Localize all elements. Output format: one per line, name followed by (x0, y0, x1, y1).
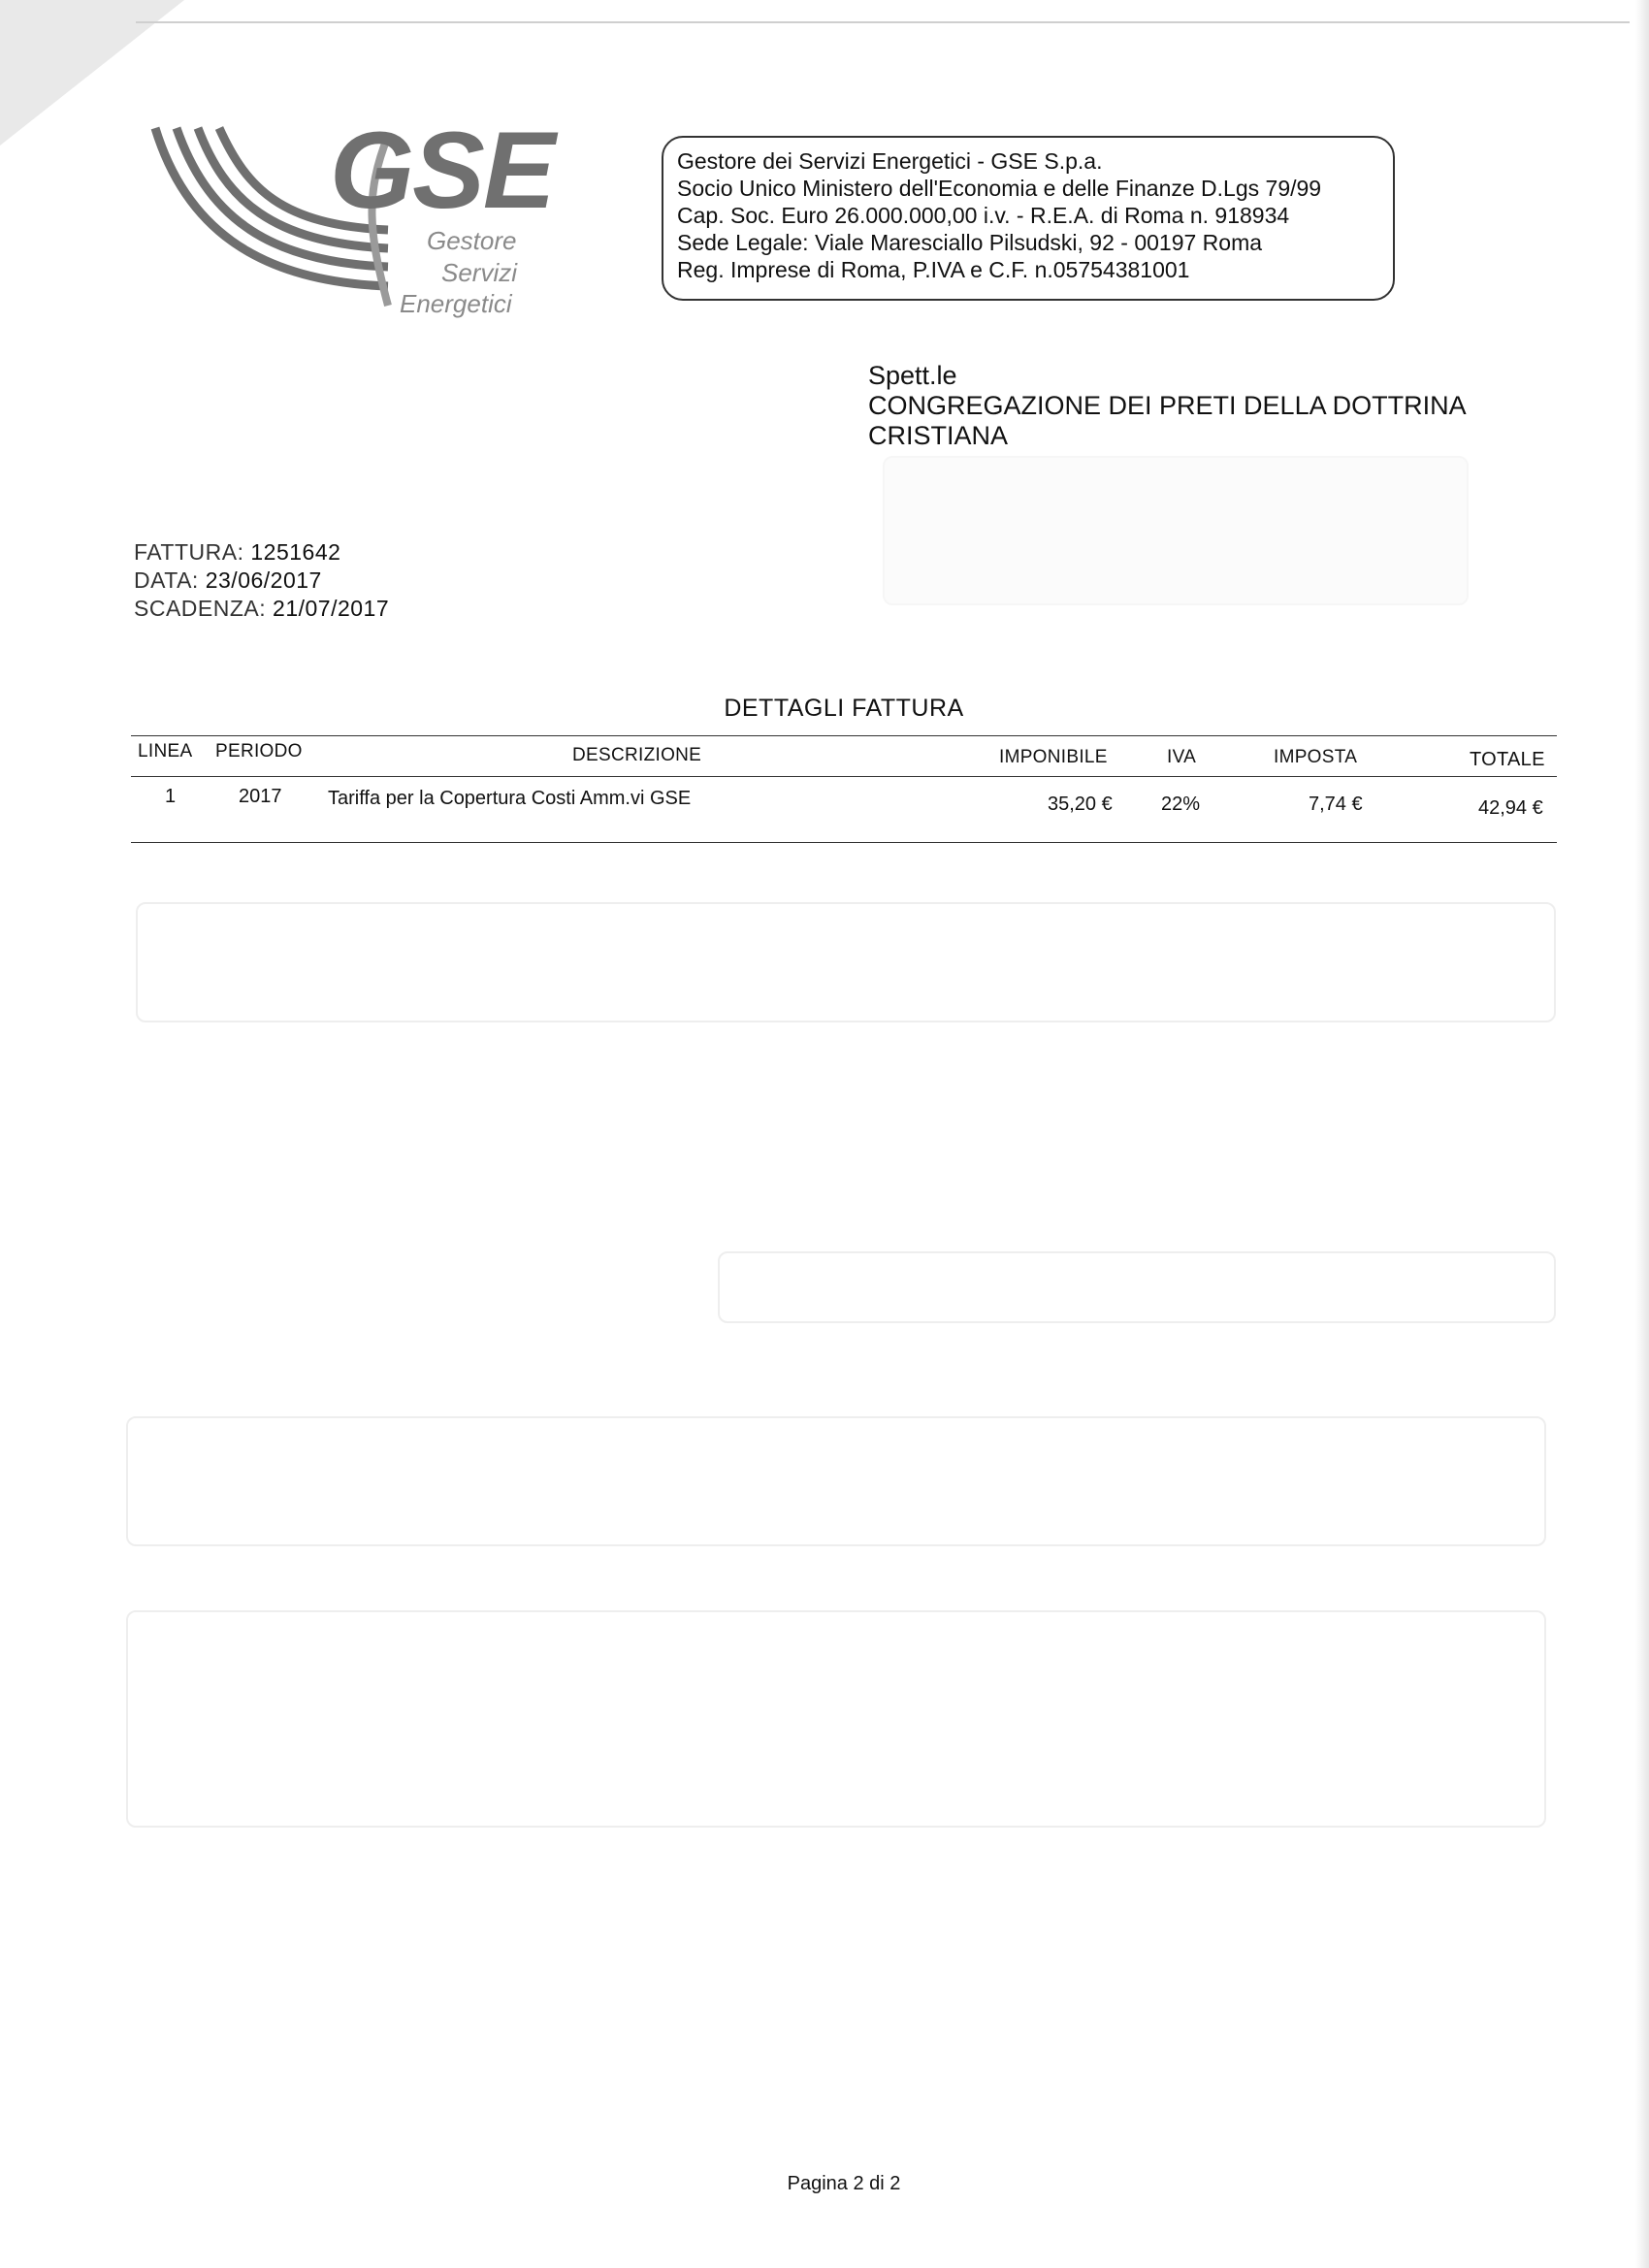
page-number: Pagina 2 di 2 (787, 2173, 901, 2194)
ghost-block (136, 902, 1556, 1022)
company-line: Reg. Imprese di Roma, P.IVA e C.F. n.05754381001 (677, 257, 1190, 282)
logo-wordmark: GSE (330, 110, 554, 231)
col-header-imposta: IMPOSTA (1274, 747, 1358, 767)
cell-imponibile: 35,20 € (1048, 794, 1113, 815)
ghost-block (883, 456, 1469, 605)
table-header-rule (131, 776, 1557, 777)
invoice-date-value: 23/06/2017 (205, 567, 322, 593)
scan-edge-line (136, 21, 1630, 23)
company-line: Socio Unico Ministero dell'Economia e delle Finanze D.Lgs 79/99 (677, 176, 1322, 201)
company-line: Cap. Soc. Euro 26.000.000,00 i.v. - R.E.A. di Roma n. 918934 (677, 203, 1290, 228)
logo-sub-servizi: Servizi (441, 258, 518, 287)
gse-logo (146, 110, 572, 320)
invoice-date-label: DATA: (134, 567, 199, 593)
col-header-totale: TOTALE (1470, 749, 1545, 770)
ghost-block (126, 1416, 1546, 1546)
cell-totale: 42,94 € (1478, 797, 1543, 819)
invoice-due-row (134, 595, 389, 623)
ghost-block (126, 1610, 1546, 1828)
invoice-meta (134, 538, 389, 623)
recipient-salutation: Spett.le (868, 361, 957, 390)
invoice-due-value: 21/07/2017 (273, 596, 390, 621)
logo-sub-gestore: Gestore (427, 226, 517, 255)
col-header-imponibile: IMPONIBILE (999, 747, 1108, 767)
details-title: DETTAGLI FATTURA (724, 695, 964, 722)
col-header-descrizione: DESCRIZIONE (572, 745, 702, 765)
cell-linea: 1 (165, 786, 177, 807)
recipient-name-line1: CONGREGAZIONE DEI PRETI DELLA DOTTRINA (868, 391, 1467, 420)
table-bottom-rule (131, 842, 1557, 843)
col-header-periodo: PERIODO (215, 741, 303, 761)
cell-periodo: 2017 (239, 786, 282, 807)
cell-imposta: 7,74 € (1309, 794, 1363, 815)
logo-sub-energetici: Energetici (400, 289, 512, 318)
invoice-due-label: SCADENZA: (134, 596, 267, 621)
invoice-number-value: 1251642 (250, 539, 341, 565)
invoice-number-row (134, 538, 389, 567)
col-header-linea: LINEA (138, 741, 193, 761)
col-header-iva: IVA (1167, 747, 1197, 767)
recipient-address (868, 361, 1467, 451)
recipient-name-line2: CRISTIANA (868, 421, 1009, 450)
ghost-block (718, 1251, 1556, 1323)
scan-edge-shadow (1635, 0, 1649, 2268)
table-top-rule (131, 735, 1557, 736)
invoice-number-label: FATTURA: (134, 539, 244, 565)
cell-iva: 22% (1161, 794, 1201, 815)
invoice-date-row (134, 567, 389, 595)
company-line: Gestore dei Servizi Energetici - GSE S.p.a. (677, 148, 1103, 174)
company-info-box (662, 136, 1395, 301)
cell-descrizione: Tariffa per la Copertura Costi Amm.vi GSE (328, 788, 692, 809)
company-line: Sede Legale: Viale Maresciallo Pilsudski, 92 - 00197 Roma (677, 230, 1263, 255)
